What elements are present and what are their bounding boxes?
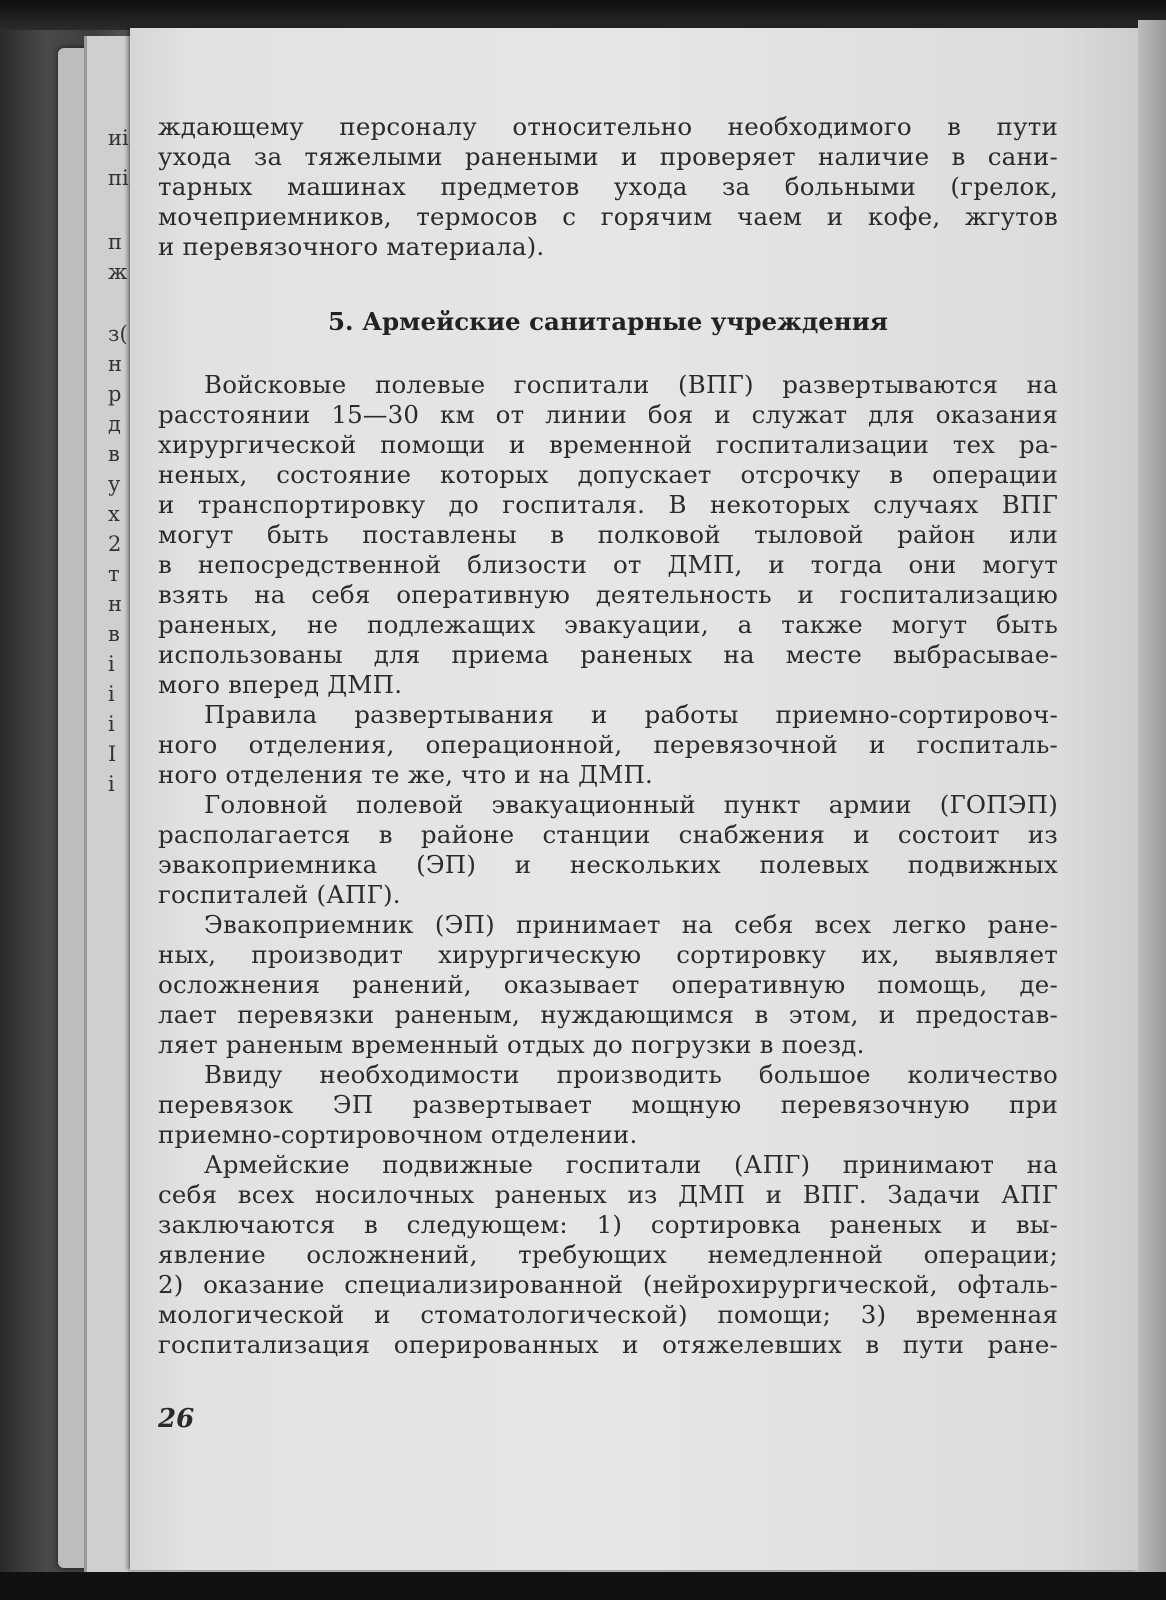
prev-fragment: р [108, 382, 122, 406]
prev-fragment: І [108, 742, 117, 766]
text-line: ных, производит хирургическую сортировку их, выявляет [158, 940, 1058, 969]
text-line: ного отделения те же, что и на ДМП. [158, 760, 654, 789]
prev-fragment: н [108, 592, 122, 616]
text-line: ухода за тяжелыми ранеными и проверяет наличие в сани- [158, 142, 1058, 171]
prev-fragment: і [108, 712, 115, 736]
text-line: Эвакоприемник (ЭП) принимает на себя всех легко ране- [204, 910, 1058, 939]
prev-fragment: т [108, 562, 120, 586]
text-line: и транспортировку до госпиталя. В некоторых случаях ВПГ [158, 490, 1058, 519]
prev-fragment: у [108, 472, 121, 496]
prev-fragment: ж [108, 260, 128, 284]
bottom-shadow [0, 1572, 1166, 1600]
prev-fragment: иі [108, 126, 129, 150]
text-line: эвакоприемника (ЭП) и нескольких полевых подвижных [158, 850, 1058, 879]
prev-fragment: н [108, 352, 122, 376]
prev-fragment: і [108, 772, 115, 796]
prev-fragment: в [108, 442, 120, 466]
text-line: Ввиду необходимости производить большое количество [204, 1060, 1058, 1089]
prev-fragment: і [108, 652, 115, 676]
text-line: расстоянии 15—30 км от линии боя и служат для оказания [158, 400, 1058, 429]
text-line: госпиталей (АПГ). [158, 880, 401, 909]
prev-fragment: в [108, 622, 120, 646]
text-line: мого вперед ДМП. [158, 670, 403, 699]
text-line: перевязок ЭП развертывает мощную перевязочную при [158, 1090, 1058, 1119]
text-line: и перевязочного материала). [158, 232, 545, 261]
text-line: 2) оказание специализированной (нейрохирургической, офталь- [158, 1270, 1058, 1299]
text-line: осложнения ранений, оказывает оперативную помощь, де- [158, 970, 1058, 999]
text-line: госпитализация оперированных и отяжелевших в пути ране- [158, 1330, 1058, 1359]
text-line: располагается в районе станции снабжения и состоит из [158, 820, 1058, 849]
prev-fragment: х [108, 502, 120, 526]
text-line: ного отделения, операционной, перевязочной и госпиталь- [158, 730, 1058, 759]
section-heading: 5. Армейские санитарные учреждения [327, 307, 889, 336]
prev-fragment: пі [108, 166, 129, 190]
top-shadow [0, 0, 1166, 30]
text-line: взять на себя оперативную деятельность и госпитализацию [158, 580, 1058, 609]
prev-fragment: і [108, 682, 115, 706]
text-line: Войсковые полевые госпитали (ВПГ) развертываются на [204, 370, 1058, 399]
text-line: Армейские подвижные госпитали (АПГ) принимают на [204, 1150, 1058, 1179]
right-page-edge [1138, 20, 1166, 1580]
text-line: в непосредственной близости от ДМП, и тогда они могут [158, 550, 1058, 579]
text-line: могут быть поставлены в полковой тыловой район или [158, 520, 1058, 549]
text-line: неных, состояние которых допускает отсрочку в операции [158, 460, 1058, 489]
prev-fragment: 2 [108, 532, 122, 556]
text-line: использованы для приема раненых на месте выбрасывае- [158, 640, 1058, 669]
page-number: 26 [158, 1404, 195, 1434]
text-line: мологической и стоматологической) помощи; 3) временная [158, 1300, 1058, 1329]
text-line: ляет раненым временный отдых до погрузки в поезд. [158, 1030, 865, 1059]
text-line: приемно-сортировочном отделении. [158, 1120, 638, 1149]
text-line: себя всех носилочных раненых из ДМП и ВПГ. Задачи АПГ [158, 1180, 1058, 1209]
text-line: Правила развертывания и работы приемно-сортировоч- [204, 700, 1058, 729]
prev-fragment: п [108, 230, 122, 254]
text-line: ждающему персоналу относительно необходимого в пути [158, 112, 1058, 141]
text-line: раненых, не подлежащих эвакуации, а также могут быть [158, 610, 1058, 639]
text-line: тарных машинах предметов ухода за больными (грелок, [158, 172, 1058, 201]
text-line: хирургической помощи и временной госпитализации тех ра- [158, 430, 1058, 459]
text-line: лает перевязки раненым, нуждающимся в этом, и предостав- [158, 1000, 1058, 1029]
prev-fragment: з( [108, 322, 128, 346]
prev-fragment: д [108, 412, 121, 436]
text-line: заключаются в следующем: 1) сортировка раненых и вы- [158, 1210, 1058, 1239]
text-line: мочеприемников, термосов с горячим чаем и кофе, жгутов [158, 202, 1058, 231]
text-line: явление осложнений, требующих немедленной операции; [158, 1240, 1058, 1269]
text-line: Головной полевой эвакуационный пункт армии (ГОПЭП) [204, 790, 1058, 819]
